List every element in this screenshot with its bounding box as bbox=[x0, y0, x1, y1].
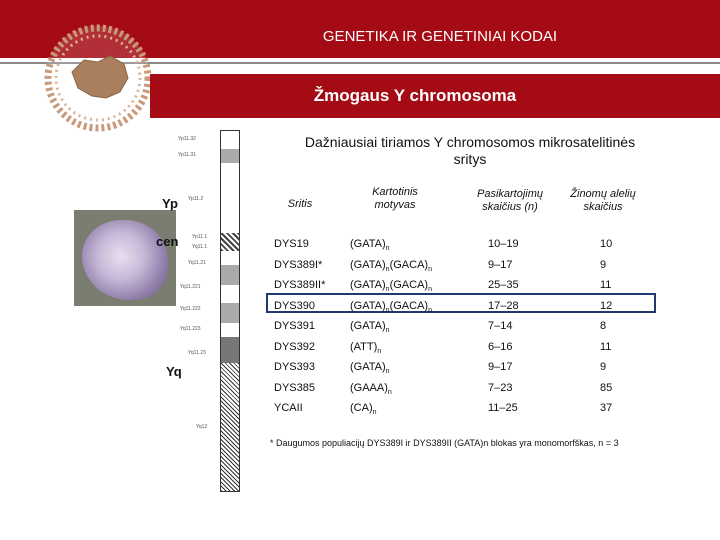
cell-sritis: DYS390 bbox=[274, 299, 315, 312]
footnote: * Daugumos populiacijų DYS389I ir DYS389II (GATA)n blokas yra monomorfškas, n = 3 bbox=[270, 438, 619, 448]
cell-motyvas bbox=[350, 238, 390, 252]
table-row bbox=[270, 398, 670, 418]
motyvas-subscript: n bbox=[385, 245, 390, 253]
band-label: Yq11.223 bbox=[180, 326, 201, 332]
band-label: Yq11.21 bbox=[188, 260, 206, 266]
band-label: Yp11.32 bbox=[178, 136, 196, 142]
motyvas-part: (GATA) bbox=[350, 238, 386, 250]
table-row bbox=[270, 234, 670, 254]
y-chromosome-ideogram bbox=[220, 130, 240, 492]
cell-pasikartojimu: 6–16 bbox=[488, 340, 513, 353]
column-header-sritis: Sritis bbox=[287, 198, 313, 210]
cell-aleliai: 10 bbox=[600, 238, 613, 250]
band-label: Yq11.1 bbox=[192, 244, 208, 250]
cell-sritis: DYS392 bbox=[274, 340, 315, 353]
table-row bbox=[270, 275, 670, 295]
y-chromosome-photo bbox=[74, 210, 179, 306]
page-subtitle: Žmogaus Y chromosoma bbox=[313, 86, 517, 105]
column-header-aleliu: Žinomų alelių skaičius bbox=[570, 188, 636, 213]
motyvas-part: (GACA) bbox=[389, 279, 429, 291]
cell-aleliai: 85 bbox=[600, 381, 613, 394]
cell-sritis: DYS391 bbox=[274, 320, 315, 332]
table-row bbox=[270, 296, 670, 316]
column-header-motyvas: Kartotinis motyvas bbox=[372, 186, 418, 211]
motyvas-subscript: n bbox=[385, 368, 390, 376]
motyvas-part: (GATA) bbox=[350, 320, 386, 332]
cell-aleliai: 12 bbox=[600, 299, 613, 312]
cell-pasikartojimu: 25–35 bbox=[488, 279, 519, 291]
cell-motyvas bbox=[350, 361, 390, 375]
cell-sritis: DYS393 bbox=[274, 361, 315, 373]
motyvas-subscript: n bbox=[428, 265, 432, 273]
cell-aleliai: 8 bbox=[600, 320, 607, 332]
motyvas-part: (GACA) bbox=[389, 299, 429, 312]
band-label: Yp11.31 bbox=[178, 152, 196, 158]
region-label-cen: cen bbox=[156, 234, 179, 249]
motyvas-subscript: n bbox=[428, 286, 432, 294]
cell-aleliai: 9 bbox=[600, 258, 607, 271]
motyvas-part: (GATA) bbox=[350, 258, 386, 271]
cell-motyvas bbox=[350, 320, 390, 334]
band-label: Yq11.221 bbox=[180, 284, 201, 290]
cell-pasikartojimu: 9–17 bbox=[488, 361, 513, 373]
region-label-yq: Yq bbox=[166, 364, 182, 379]
cell-sritis: DYS385 bbox=[274, 381, 315, 394]
cell-motyvas bbox=[350, 341, 381, 355]
motyvas-subscript: n bbox=[387, 388, 392, 396]
motyvas-subscript: n bbox=[385, 286, 390, 294]
table-row bbox=[270, 255, 670, 275]
band-label: Yp11.1 bbox=[192, 234, 208, 240]
table-row bbox=[270, 357, 670, 377]
motyvas-subscript: n bbox=[385, 265, 390, 273]
motyvas-part: (GATA) bbox=[350, 299, 386, 312]
table-row bbox=[270, 378, 670, 398]
table-row bbox=[270, 316, 670, 336]
motyvas-subscript: n bbox=[385, 327, 390, 335]
cell-motyvas bbox=[350, 382, 392, 396]
motyvas-subscript: n bbox=[385, 306, 390, 314]
motyvas-part: (GATA) bbox=[350, 279, 386, 291]
table-row bbox=[270, 337, 670, 357]
cell-sritis: DYS389II* bbox=[274, 279, 326, 291]
motyvas-subscript: n bbox=[428, 306, 432, 314]
motyvas-subscript: n bbox=[372, 409, 377, 417]
cell-aleliai: 37 bbox=[600, 402, 613, 414]
band-label: Yq11.222 bbox=[180, 306, 201, 312]
cell-motyvas bbox=[350, 279, 432, 293]
cell-motyvas bbox=[350, 259, 432, 273]
cell-pasikartojimu: 17–28 bbox=[488, 299, 519, 312]
band-label: Yq12 bbox=[196, 424, 208, 430]
cell-pasikartojimu: 7–14 bbox=[488, 320, 513, 332]
cell-motyvas bbox=[350, 300, 432, 314]
cell-aleliai: 11 bbox=[600, 279, 612, 291]
band-label: Yq11.23 bbox=[188, 350, 206, 356]
motyvas-part: (GACA) bbox=[389, 258, 429, 271]
cell-sritis: YCAII bbox=[274, 402, 303, 414]
dna-ring-lithuania-map-icon bbox=[32, 12, 164, 144]
motyvas-part: (GATA) bbox=[350, 361, 386, 373]
header-title: GENETIKA IR GENETINIAI KODAI bbox=[322, 28, 558, 45]
cell-pasikartojimu: 10–19 bbox=[488, 238, 519, 250]
column-header-pasikartojimu: Pasikartojimų skaičius (n) bbox=[476, 188, 544, 213]
section-title: Dažniausiai tiriamos Y chromosomos mikrosatelitinės sritys bbox=[304, 134, 636, 167]
motyvas-part: (GAAA) bbox=[350, 381, 388, 394]
cell-sritis: DYS389I* bbox=[274, 258, 323, 271]
cell-aleliai: 11 bbox=[600, 340, 612, 353]
band-label: Yp11.2 bbox=[188, 196, 204, 202]
region-label-yp: Yp bbox=[162, 196, 178, 211]
cell-aleliai: 9 bbox=[600, 361, 607, 373]
cell-pasikartojimu: 9–17 bbox=[488, 258, 513, 271]
cell-sritis: DYS19 bbox=[274, 238, 309, 250]
motyvas-subscript: n bbox=[377, 347, 382, 355]
motyvas-part: (ATT) bbox=[350, 340, 378, 353]
cell-motyvas bbox=[350, 402, 377, 416]
cell-pasikartojimu: 11–25 bbox=[488, 402, 518, 414]
cell-pasikartojimu: 7–23 bbox=[488, 381, 513, 394]
motyvas-part: (CA) bbox=[350, 402, 373, 414]
